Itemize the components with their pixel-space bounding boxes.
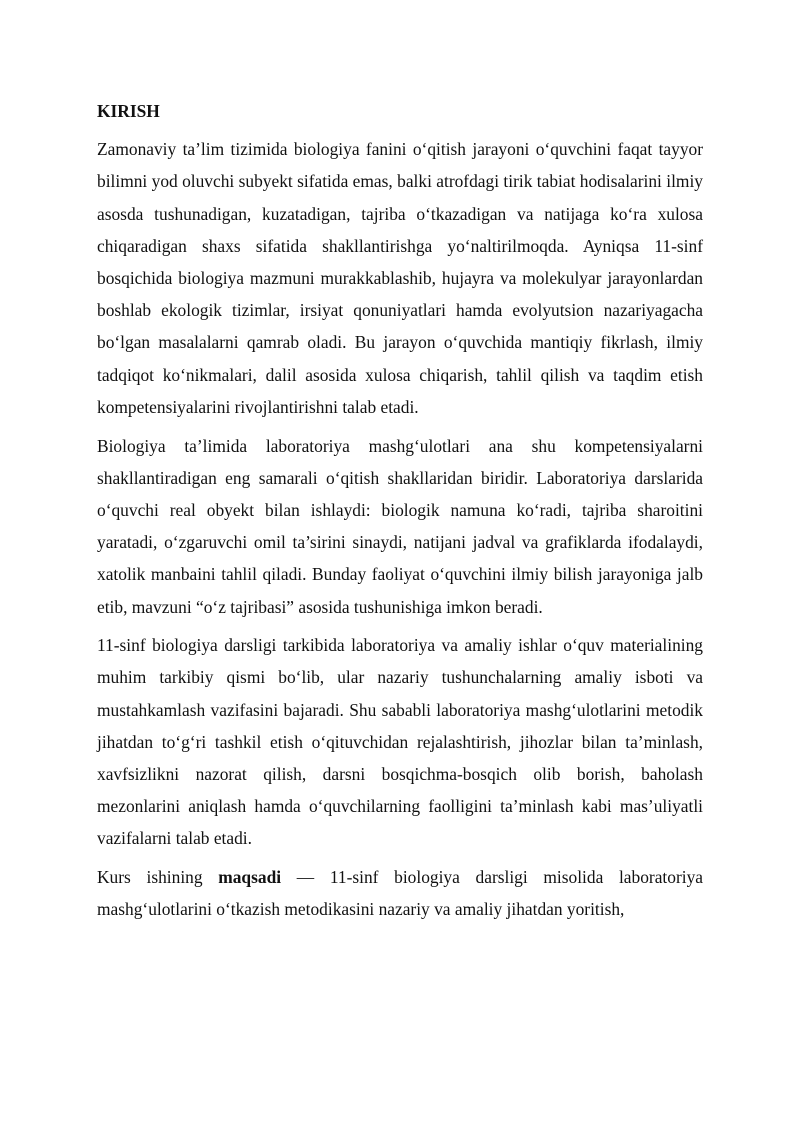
paragraph-4-rest: — 11-sinf biologiya darsligi misolida laboratoriya mashg‘ulotlarini o‘tkazish metodikasini nazariy va amaliy jihatdan yoritish, <box>97 867 703 920</box>
paragraph-2: Biologiya ta’limida laboratoriya mashg‘ulotlari ana shu kompetensiyalarni shakllantiradigan eng samarali o‘qitish shakllaridan biridir. Laboratoriya darslarida o‘quvchi real obyekt bilan ishlaydi: biologik namuna ko‘radi, tajriba sharoitini yaratadi, o‘zgaruvchi omil ta’sirini sinaydi, natijani jadval va grafiklarda ifodalaydi, xatolik manbaini tahlil qiladi. Bunday faoliyat o‘quvchini ilmiy bilish jarayoniga jalb etib, mavzuni “o‘z tajribasi” asosida tushunishiga imkon beradi. <box>97 435 703 617</box>
paragraph-4-bold-term: maqsadi <box>218 867 282 888</box>
paragraph-1: Zamonaviy ta’lim tizimida biologiya fanini o‘qitish jarayoni o‘quvchini faqat tayyor bilimni yod oluvchi subyekt sifatida emas, balki atrofdagi tirik tabiat hodisalarini ilmiy asosda tushunadigan, kuzatadigan, tajriba o‘tkazadigan va natijaga ko‘ra xulosa chiqaradigan shaxs sifatida shakllantirishga yo‘naltirilmoqda. Ayniqsa 11-sinf bosqichida biologiya mazmuni murakkablashib, hujayra va molekulyar jarayonlardan boshlab ekologik tizimlar, irsiyat qonuniyatlari hamda evolyutsion nazariyagacha bo‘lgan masalalarni qamrab oladi. Bu jarayon o‘quvchida mantiqiy fikrlash, ilmiy tadqiqot ko‘nikmalari, dalil asosida xulosa chiqarish, tahlil qilish va taqdim etish kompetensiyalarini rivojlantirishni talab etadi. <box>97 139 703 417</box>
paragraph-4-lead: Kurs ishining <box>97 867 219 888</box>
section-heading: KIRISH <box>97 101 160 121</box>
paragraph-4 <box>97 861 703 925</box>
document-page <box>97 95 703 932</box>
paragraph-3: 11-sinf biologiya darsligi tarkibida laboratoriya va amaliy ishlar o‘quv materialining muhim tarkibiy qismi bo‘lib, ular nazariy tushunchalarning amaliy isboti va mustahkamlash vazifasini bajaradi. Shu sababli laboratoriya mashg‘ulotlarini metodik jihatdan to‘g‘ri tashkil etish o‘qituvchidan rejalashtirish, jihozlar bilan ta’minlash, xavfsizlikni nazorat qilish, darsni bosqichma-bosqich olib borish, baholash mezonlarini aniqlash hamda o‘quvchilarning faolligini ta’minlash kabi mas’uliyatli vazifalarni talab etadi. <box>97 635 703 849</box>
